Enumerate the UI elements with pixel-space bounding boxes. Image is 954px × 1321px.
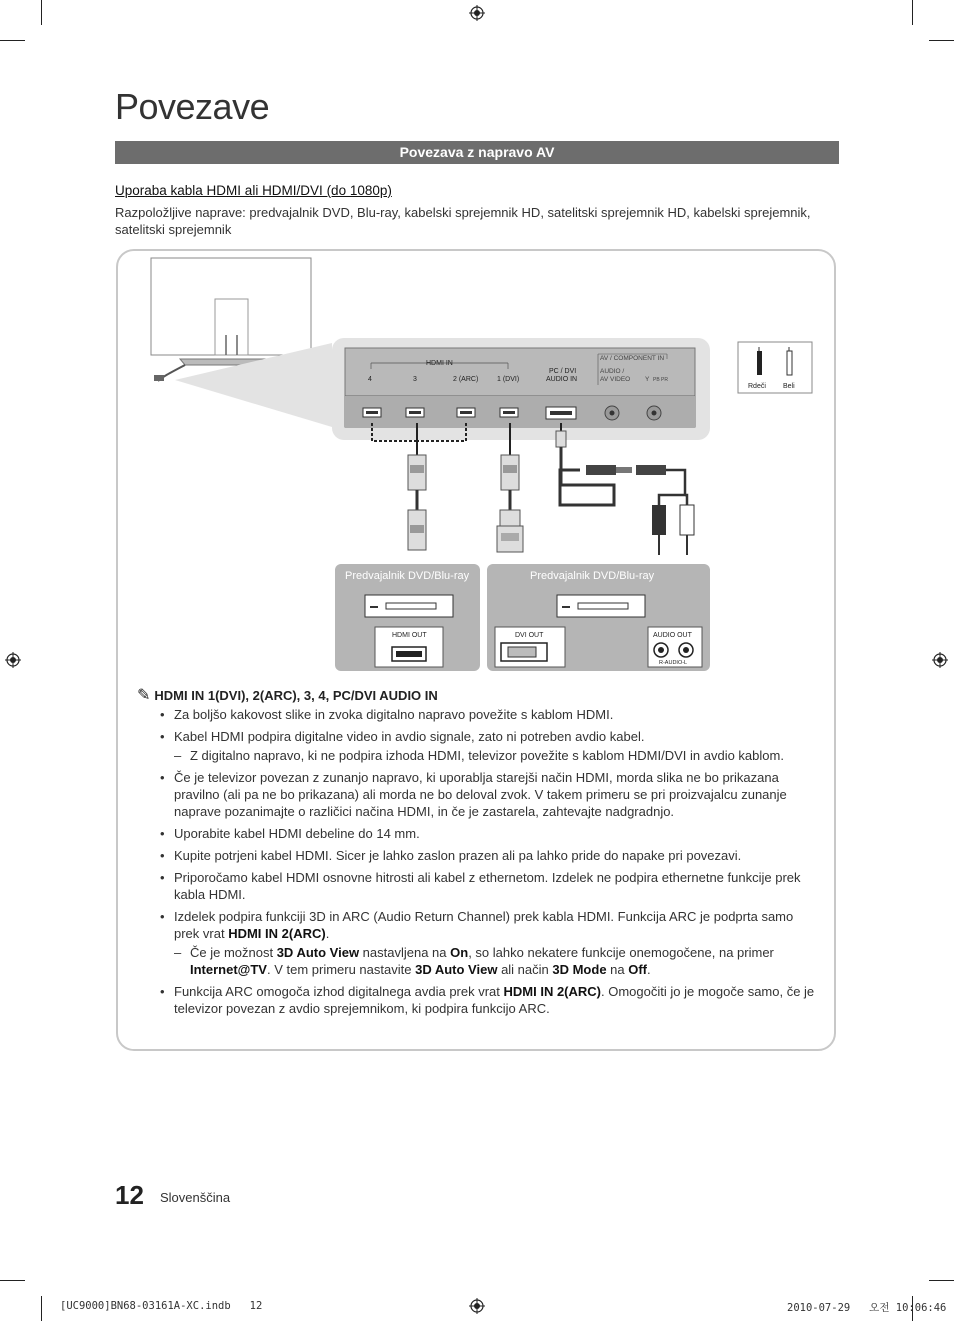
dvd-player-icon [557,595,645,617]
list-item: • Priporočamo kabel HDMI osnovne hitrosti ali kabel z ethernetom. Izdelek ne podpira ethernetne funkcije prek kabla HDMI. [158,869,818,903]
tv-back-panel [345,348,695,427]
device-right-name: Predvajalnik DVD/Blu-ray [530,570,655,582]
port-2-label: 2 (ARC) [453,376,479,383]
crop-mark [41,1296,42,1321]
crop-mark [929,40,954,41]
language-label: Slovenščina [160,1190,231,1205]
hdmi-in-label: HDMI IN [426,360,453,367]
registration-mark-icon [5,652,21,668]
pr-label: PR [661,377,668,383]
audio-cable [556,431,694,555]
list-item: • Za boljšo kakovost slike in zvoka digitalno napravo povežite s kablom HDMI. [158,706,818,723]
pencil-icon: ✎ [137,687,151,704]
crop-mark [0,40,25,41]
connection-diagram [140,255,820,675]
list-item: • Kabel HDMI podpira digitalne video in avdio signale, zato ni potreben avdio kabel. – Z digitalno napravo, ki ne podpira izhoda HDMI, televizor povežite s kablom HDMI/DVI in avdio kablom. [158,728,818,764]
dvi-out-label: DVI OUT [515,632,544,639]
list-item: • Uporabite kabel HDMI debeline do 14 mm. [158,825,818,842]
crop-mark [912,0,913,25]
file-info: [UC9000]BN68-03161A-XC.indb 12 [60,1300,263,1312]
audio-in-label: AUDIO IN [546,376,578,383]
list-item: • Funkcija ARC omogoča izhod digitalnega avdia prek vrat HDMI IN 2(ARC). Omogočiti jo je mogoče samo, če je televizor povezan z avdio sprejemnikom, ki podpira funkcijo ARC. [158,983,818,1017]
note-heading: ✎ HDMI IN 1(DVI), 2(ARC), 3, 4, PC/DVI AUDIO IN [137,687,438,704]
print-date: 2010-07-29 오전 10:06:46 [787,1302,947,1314]
sub-item: – Če je možnost 3D Auto View nastavljena na On, so lahko nekatere funkcije onemogočene, na primer Internet@TV. V tem primeru nastavite 3D Auto View ali način 3D Mode na Off. [174,944,818,978]
pc-dvi-label: PC / DVI [549,368,577,375]
available-devices-text: Razpoložljive naprave: predvajalnik DVD, Blu-ray, kabelski sprejemnik HD, satelitski sprejemnik HD, kabelski sprejemnik, satelitski sprejemnik [115,205,811,237]
port-4-label: 4 [368,376,372,383]
registration-mark-icon [469,5,485,21]
legend-red-label: Rdeči [748,383,766,390]
pb-label: PB [653,377,660,383]
dvd-player-icon [365,595,453,617]
r-audio-l-label: R-AUDIO-L [659,660,688,666]
registration-mark-icon [469,1298,485,1314]
sub-item: – Z digitalno napravo, ki ne podpira izhoda HDMI, televizor povežite s kablom HDMI/DVI in avdio kablom. [174,747,818,764]
hdmi-cable [408,455,426,550]
port-3-label: 3 [413,376,417,383]
list-item: • Izdelek podpira funkciji 3D in ARC (Audio Return Channel) prek kabla HDMI. Funkcija ARC je podprta samo prek vrat HDMI IN 2(ARC). – Če je možnost 3D Auto View nastavljena na On, so lahko nekatere funkcije onemogočene, na primer Internet@TV. V tem primeru nastavite 3D Auto View ali način 3D Mode na Off. [158,908,818,978]
y-label: Y [645,376,650,383]
crop-mark [41,0,42,25]
list-item: • Kupite potrjeni kabel HDMI. Sicer je lahko zaslon prazen ali pa lahko pride do napake pri povezavi. [158,847,818,864]
notes-list [158,706,818,1022]
section-header: Povezava z napravo AV [115,141,839,164]
av-video-label: AV VIDEO [600,376,631,383]
crop-mark [0,1280,25,1281]
subsection-heading: Uporaba kabla HDMI ali HDMI/DVI (do 1080p) [115,183,392,198]
registration-mark-icon [932,652,948,668]
audio-slash-label: AUDIO / [600,368,625,375]
device-left-name: Predvajalnik DVD/Blu-ray [345,570,470,582]
page-number: 12 [115,1180,144,1210]
hdmi-out-label: HDMI OUT [392,632,427,639]
legend-white-label: Beli [783,383,795,390]
av-component-in-label: AV / COMPONENT IN [600,355,665,362]
cable-color-legend [738,342,812,393]
list-item: • Če je televizor povezan z zunanjo napravo, ki uporablja starejši način HDMI, morda slika ne bo prikazana pravilno (ali pa ne bo prikazana) ali morda ne bo deloval zvok. V takem primeru se pri proizvajalcu zunanje naprave pozanimajte o različici načina HDMI, in če je zastarela, zahtevajte nadgradnjo. [158,769,818,820]
port-1-label: 1 (DVI) [497,376,520,383]
page-title: Povezave [115,86,270,127]
audio-out-label: AUDIO OUT [653,632,692,639]
crop-mark [929,1280,954,1281]
hdmi-dvi-cable [497,455,523,552]
